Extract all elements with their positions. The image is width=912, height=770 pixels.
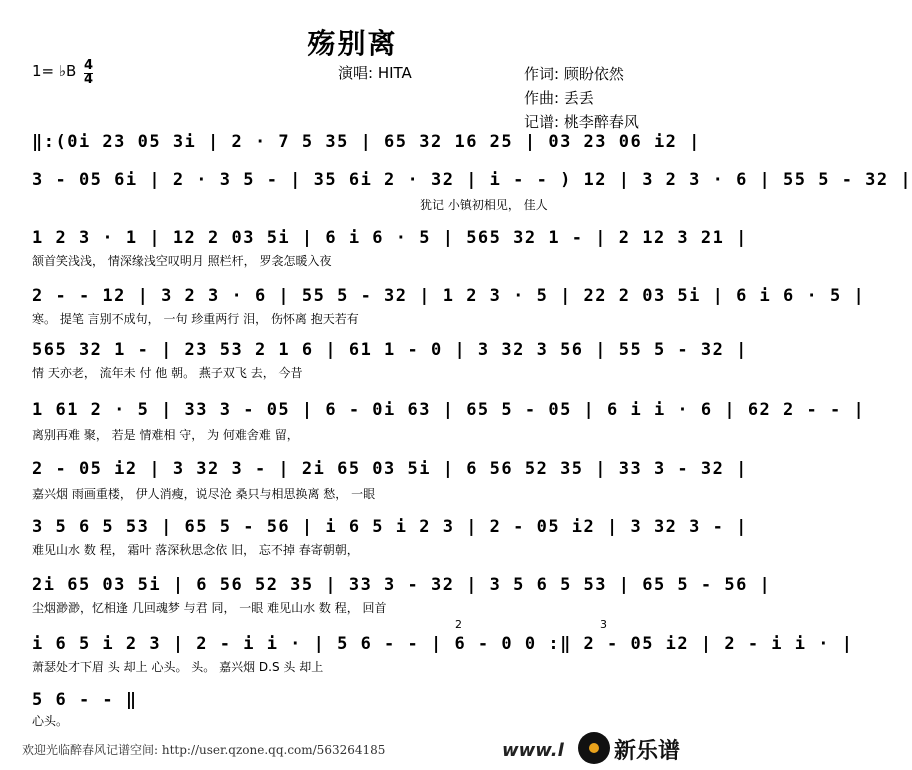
lyrics-line: 情 天亦老， 流年未 付 他 朝。 燕子双飞 去， 今昔 [32,366,303,380]
notation-line: 2 - 05 i2 | 3 32 3 - | 2i 65 03 5i | 6 56 52 35 | 33 3 - 32 | [32,459,748,479]
lyrics-line: 萧瑟处才下眉 头 却上 心头。 头。 嘉兴烟 D.S 头 却上 [32,660,324,674]
credits-block [524,62,639,134]
footer-text: 欢迎光临醉春风记谱空间: http://user.qzone.qq.com/563264185 [22,743,386,757]
site-watermark: www.l [502,740,564,761]
lyrics-line: 嘉兴烟 雨画重楼， 伊人消瘦，说尽沧 桑只与相思换离 愁， 一眼 [32,487,376,501]
notation-line: 565 32 1 - | 23 53 2 1 6 | 61 1 - 0 | 3 32 3 56 | 55 5 - 32 | [32,340,748,360]
transcriber-credit: 记谱: 桃李醉春风 [524,113,639,131]
notation-line: 2 - - 12 | 3 2 3 · 6 | 55 5 - 32 | 1 2 3 · 5 | 22 2 03 5i | 6 i 6 · 5 | [32,286,866,306]
xinyuepu-logo [578,730,700,766]
lyrics-line: 心头。 [32,714,69,728]
key-signature: 1= ♭B [32,62,77,80]
notation-line: ‖:(0i 23 05 3i | 2 · 7 5 35 | 65 32 16 25 | 03 23 06 i2 | [32,132,701,152]
lyrics-line: 寒。 提笔 言别不成句， 一句 珍重两行 泪， 伤怀离 抱天若有 [32,312,359,326]
lyricist-credit: 作词: 顾盼依然 [524,65,624,83]
composer-credit: 作曲: 丢丢 [524,89,594,107]
lyrics-line: 难见山水 数 程， 霜叶 落深秋思念依 旧， 忘不掉 春寄朝朝， [32,543,359,557]
time-signature [84,60,93,86]
lyrics-line: 尘烟渺渺，忆相逢 几回魂梦 与君 同， 一眼 难见山水 数 程， 回首 [32,601,387,615]
time-signature-top: 4 [84,58,94,73]
notation-line: 1 61 2 · 5 | 33 3 - 05 | 6 - 0i 63 | 65 5 - 05 | 6 i i · 6 | 62 2 - - | [32,400,866,420]
lyrics-line: 犹记 小镇初相见， 佳人 [420,198,548,212]
notation-line: i 6 5 i 2 3 | 2 - i i · | 5 6 - - | 6 - 0 0 :‖ 2 - 05 i2 | 2 - i i · | [32,634,854,654]
logo-text: 新乐谱 [614,739,681,764]
volta-3: 3 [600,618,607,631]
singer-credit: 演唱: HITA [338,64,412,82]
notation-line: 3 - 05 6i | 2 · 3 5 - | 35 6i 2 · 32 | i - - ) 12 | 3 2 3 · 6 | 55 5 - 32 | [32,170,912,190]
record-disc-icon [578,732,610,764]
notation-line: 5 6 - - ‖ [32,690,138,710]
time-signature-bottom: 4 [84,72,94,87]
song-title: 殇别离 [307,27,398,60]
notation-line: 1 2 3 · 1 | 12 2 03 5i | 6 i 6 · 5 | 565 32 1 - | 2 12 3 21 | [32,228,748,248]
notation-line: 3 5 6 5 53 | 65 5 - 56 | i 6 5 i 2 3 | 2 - 05 i2 | 3 32 3 - | [32,517,748,537]
volta-2: 2 [455,618,462,631]
notation-line: 2i 65 03 5i | 6 56 52 35 | 33 3 - 32 | 3 5 6 5 53 | 65 5 - 56 | [32,575,772,595]
lyrics-line: 颔首笑浅浅， 情深缘浅空叹明月 照栏杆， 罗衾怎暖入夜 [32,254,332,268]
lyrics-line: 离别再难 聚， 若是 情难相 守， 为 何难舍难 留， [32,428,299,442]
